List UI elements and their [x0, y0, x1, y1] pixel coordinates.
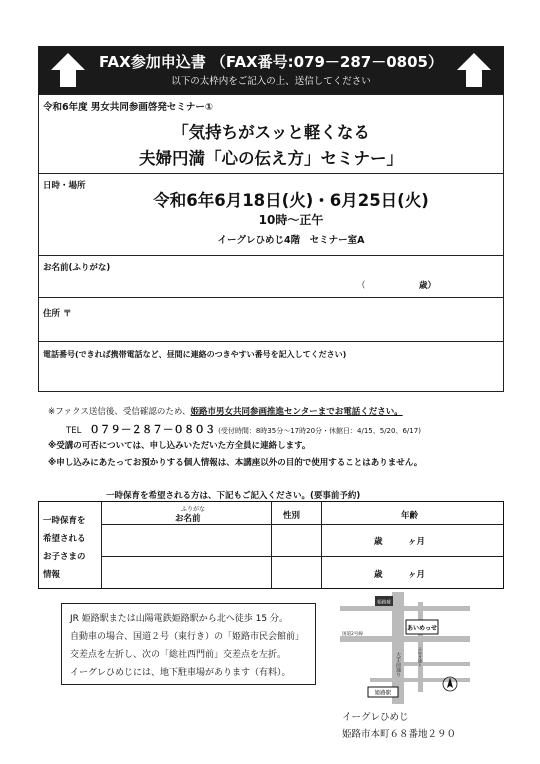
seminar-title-line1: 「気持ちがスッと軽くなる — [172, 123, 370, 142]
fax-header-band — [38, 46, 504, 94]
map-caption-name: イーグレひめじ — [342, 712, 409, 723]
note-fax-confirmation: ※ファクス送信後、受信確認のため、姫路市男女共同参画推進センターまでお電話ください。 — [48, 407, 403, 417]
seminar-time: 10時～正午 — [258, 213, 324, 227]
childcare-table — [38, 501, 504, 589]
street-label-otemae: 大手前通り — [395, 652, 401, 677]
name-input-area[interactable] — [39, 259, 503, 293]
tel-hours: (受付時間：8時35分～17時20分・休館日：4/15、5/20、6/17) — [218, 427, 421, 435]
station-label: 姫路駅 — [374, 690, 392, 697]
map-caption-address: 姫路市本町６８番地２９０ — [342, 729, 457, 740]
childcare-side-label-2: 希望される — [43, 534, 86, 544]
seminar-series-label: 令和6年度 男女共同参画啓発セミナー① — [43, 102, 213, 113]
row2-age-text: 歳 ヶ月 — [374, 570, 426, 580]
name-field-label: お名前(ふりがな) — [43, 263, 111, 273]
phone-input-area[interactable] — [39, 345, 503, 389]
col-gender: 性別 — [283, 511, 301, 521]
center-highlight: 姫路市男女共同参画推進センターまでお電話ください。 — [190, 407, 403, 417]
street-label-miyuki: みゆき通り — [418, 647, 423, 667]
venue-map — [340, 592, 470, 704]
up-arrow-icon — [454, 50, 494, 90]
childcare-heading: 一時保育を希望される方は、下記もご記入ください。(要事前予約) — [106, 491, 361, 501]
phone-field-label: 電話番号(できれば携帯電話など、昼間に連絡のつきやすい番号を記入してください) — [43, 350, 347, 359]
address-input-area[interactable] — [39, 301, 503, 337]
note-acceptance: ※受講の可否については、申し込みいただいた方全員に連絡します。 — [48, 441, 311, 451]
col-child-name: お名前 — [175, 514, 201, 524]
access-line-2: 自動車の場合、国道２号（東行き）の「姫路市民会館前」 — [70, 632, 305, 642]
childcare-side-label-1: 一時保育を — [43, 516, 86, 526]
col-age: 年齢 — [401, 511, 419, 521]
address-field-label: 住所 〒 — [43, 309, 72, 319]
castle-label: 姫路城 — [377, 600, 391, 606]
child2-gender-input[interactable] — [272, 557, 320, 587]
access-info-box — [61, 603, 316, 685]
venue-map-label: あいめっせ — [407, 625, 437, 632]
tel-label: TEL — [66, 426, 82, 436]
seminar-venue: イーグレひめじ4階 セミナー室A — [217, 235, 365, 246]
note-telephone — [66, 422, 421, 437]
seminar-title-line2: 夫婦円満「心の伝え方」セミナー」 — [139, 149, 403, 168]
note-privacy: ※申し込みにあたってお預かりする個人情報は、本講座以外の目的で使用することはありません。 — [48, 458, 423, 468]
age-open-paren: （ — [357, 281, 366, 291]
schedule-label: 日時・場所 — [43, 181, 86, 191]
age-unit: 歳） — [419, 281, 437, 291]
access-line-1: JR 姫路駅または山陽電鉄姫路駅から北へ徒歩 15 分。 — [70, 614, 288, 624]
child2-name-input[interactable] — [102, 557, 270, 587]
access-line-4: イーグレひめじには、地下駐車場があります（有料）。 — [70, 668, 291, 678]
child1-gender-input[interactable] — [272, 525, 320, 555]
childcare-side-label-3: お子さまの — [43, 552, 86, 562]
road-label-route2: 国道2号線 — [342, 632, 363, 637]
fax-form-subtitle: 以下の太枠内をご記入の上、送信してください — [171, 76, 371, 87]
access-line-3: 交差点を左折し、次の「総社西門前」交差点を左折。 — [70, 650, 287, 660]
child1-name-input[interactable] — [102, 525, 270, 555]
seminar-dates: 令和6年6月18日(火)・6月25日(火) — [153, 191, 429, 210]
tel-number: ０７９－２８７－０８０３ — [89, 424, 216, 436]
fax-form-title: FAX参加申込書 （FAX番号:079－287－0805） — [99, 53, 443, 71]
col-furigana: ふりがな — [181, 506, 206, 513]
row1-age-text: 歳 ヶ月 — [374, 537, 426, 547]
childcare-side-label-4: 情報 — [43, 570, 61, 580]
application-form — [38, 94, 504, 392]
